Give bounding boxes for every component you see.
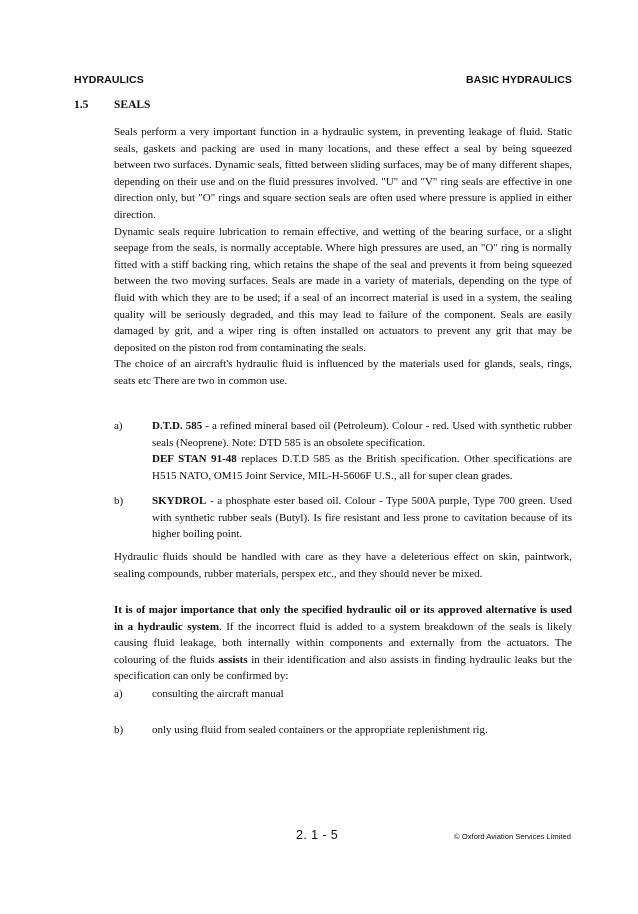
- section-number: 1.5: [74, 99, 89, 111]
- intro-paragraph: Seals perform a very important function in a hydraulic system, in preventing leakage of fluid. Static seals, gaskets and packing are used in many locations, and these effect a seal by being squeezed between two surfaces. Dynamic seals, fitted between sliding surfaces, may be of many different shapes, depending on their use and on the fluid pressures involved. "U" and "V" ring seals are effective in one direction only, but "O" rings and square section seals are often used where pressure is applied in either direction.: [114, 126, 572, 221]
- list-marker: a): [114, 420, 123, 432]
- handling-text: Hydraulic fluids should be handled with care as they have a deleterious effect on skin, paintwork, sealing compounds, rubber materials, perspex etc., and they should never be mixed.: [114, 551, 572, 580]
- importance-rest-2: in their identification and also assists in finding hydraulic leaks but the specification can only be confirmed by:: [114, 653, 572, 683]
- confirm-text: only using fluid from sealed containers or the appropriate replenishment rig.: [152, 724, 488, 736]
- confirm-item-b: [114, 722, 572, 739]
- list-marker: a): [114, 688, 123, 700]
- page-number: 2. 1 - 5: [296, 828, 339, 842]
- fluid-desc: - a refined mineral based oil (Petroleum). Colour - red. Used with synthetic rubber seals (Neoprene). Note: DTD 585 is an obsolete specification.: [152, 420, 572, 449]
- importance-bold: It is of major importance that only the specified hydraulic oil or its approved alternative is used in a hydraulic system: [114, 604, 572, 633]
- intro-paragraph: Dynamic seals require lubrication to remain effective, and wetting of the bearing surface, or a slight seepage from the seals, is normally acceptable. Where high pressures are used, an "O" ring is normally fitted with a stiff backing ring, which retains the shape of the seal and prevents it from being squeezed between the two moving surfaces. Seals are made in a variety of materials, depending on the type of fluid with which they are to be used; if a seal of an incorrect material is used in a system, the sealing quality will be seriously degraded, and this may lead to failure of the component. Seals are easily damaged by grit, and a wiper ring is often installed on actuators to prevent any grit that may be deposited on the piston rod from contaminating the seals.: [114, 225, 572, 354]
- intro-text: [114, 124, 572, 390]
- fluid-item-dtd585: [114, 418, 572, 484]
- header-right-title: BASIC HYDRAULICS: [465, 74, 572, 86]
- list-marker: b): [114, 724, 124, 736]
- importance-rest-1: . If the incorrect fluid is added to a system breakdown of the seals is likely causing fluid leakage, both internally within components and externally from the actuators. The colouring of the fluids: [114, 620, 572, 666]
- confirm-item-a: [114, 686, 572, 703]
- fluid-item-skydrol: [114, 493, 572, 543]
- list-marker: b): [114, 495, 124, 507]
- fluid-name: SKYDROL: [152, 495, 207, 507]
- handling-paragraph: [114, 549, 572, 582]
- fluid-description: [152, 493, 572, 543]
- importance-text: [114, 602, 572, 685]
- fluid-desc: - a phosphate ester based oil. Colour - Type 500A purple, Type 700 green. Used with synthetic rubber seals (Butyl). Is fire resistant and less prone to cavitation because of its higher boiling point.: [152, 495, 572, 541]
- importance-bold-2: assists: [218, 653, 248, 666]
- intro-paragraph: The choice of an aircraft's hydraulic fluid is influenced by the materials used for glands, seals, rings, seats etc There are two in common use.: [114, 358, 572, 387]
- fluid-sub-description: [152, 451, 572, 484]
- fluid-sub-desc: replaces D.T.D 585 as the British specification. Other specifications are H515 NATO, OM15 Joint Service, MIL-H-5606F U.S., all for super clean grades.: [152, 453, 572, 482]
- copyright-notice: © Oxford Aviation Services Limited: [454, 832, 571, 841]
- fluid-sub-name: DEF STAN 91-48: [152, 453, 237, 466]
- section-title: SEALS: [114, 99, 151, 111]
- importance-paragraph: [114, 602, 572, 685]
- fluid-name: D.T.D. 585: [152, 420, 203, 432]
- section-heading: [74, 99, 150, 111]
- header-left-title: HYDRAULICS: [74, 74, 144, 86]
- fluid-description: [152, 418, 572, 451]
- confirm-text: consulting the aircraft manual: [152, 688, 284, 700]
